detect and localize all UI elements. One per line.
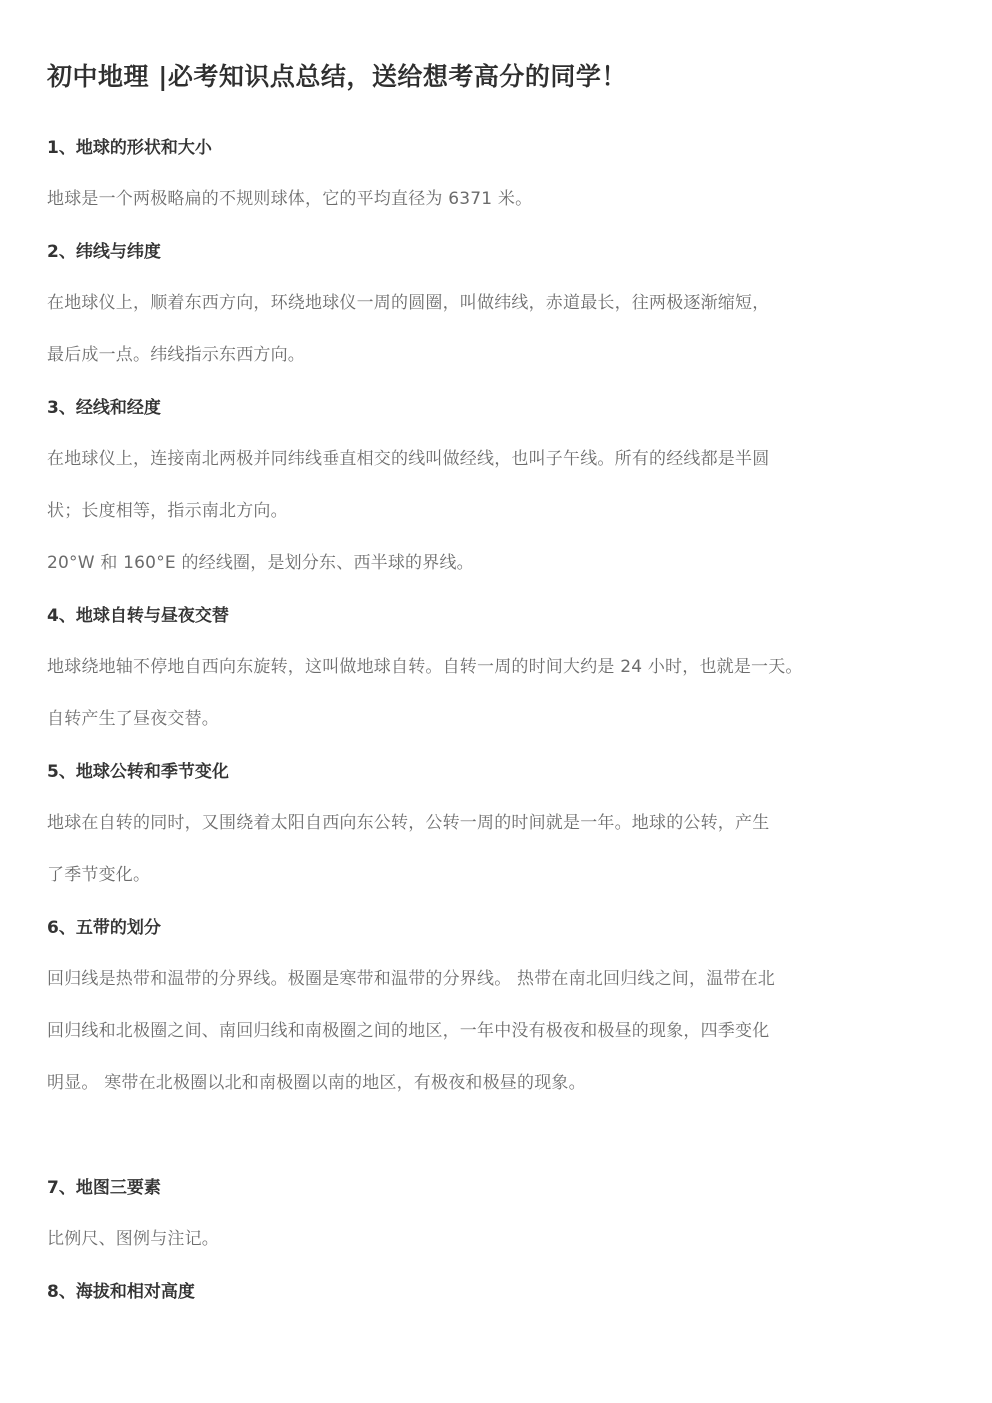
section-2-line-1: 在地球仪上，顺着东西方向，环绕地球仪一周的圆圈，叫做纬线，赤道最长，往两极逐渐缩短， [47, 293, 770, 313]
section-5-line-2: 了季节变化。 [47, 865, 151, 885]
section-6-heading: 6、五带的划分 [47, 918, 161, 938]
section-1-line-1: 地球是一个两极略扁的不规则球体，它的平均直径为 6371 米。 [47, 189, 533, 209]
section-4-line-2: 自转产生了昼夜交替。 [47, 709, 219, 729]
section-5-line-1: 地球在自转的同时，又围绕着太阳自西向东公转，公转一周的时间就是一年。地球的公转，产生 [47, 813, 770, 833]
document-title: 初中地理 |必考知识点总结，送给想考高分的同学！ [47, 62, 627, 91]
section-5-heading: 5、地球公转和季节变化 [47, 762, 229, 782]
section-3-line-3: 20°W 和 160°E 的经线圈，是划分东、西半球的界线。 [47, 553, 474, 573]
section-2-line-2: 最后成一点。纬线指示东西方向。 [47, 345, 305, 365]
section-3-line-2: 状；长度相等，指示南北方向。 [47, 501, 288, 521]
section-7-heading: 7、地图三要素 [47, 1178, 161, 1198]
section-6-line-1: 回归线是热带和温带的分界线。极圈是寒带和温带的分界线。 热带在南北回归线之间，温带在北 [47, 969, 776, 989]
section-1-heading: 1、地球的形状和大小 [47, 138, 212, 158]
section-4-line-1: 地球绕地轴不停地自西向东旋转，这叫做地球自转。自转一周的时间大约是 24 小时，也就是一天。 [47, 657, 803, 677]
section-3-heading: 3、经线和经度 [47, 398, 161, 418]
section-8-heading: 8、海拔和相对高度 [47, 1282, 195, 1302]
section-6-line-2: 回归线和北极圈之间、南回归线和南极圈之间的地区，一年中没有极夜和极昼的现象，四季变化 [47, 1021, 770, 1041]
section-4-heading: 4、地球自转与昼夜交替 [47, 606, 229, 626]
section-6-line-3: 明显。 寒带在北极圈以北和南极圈以南的地区，有极夜和极昼的现象。 [47, 1073, 586, 1093]
section-3-line-1: 在地球仪上，连接南北两极并同纬线垂直相交的线叫做经线，也叫子午线。所有的经线都是半圆 [47, 449, 770, 469]
section-2-heading: 2、纬线与纬度 [47, 242, 161, 262]
section-7-line-1: 比例尺、图例与注记。 [47, 1229, 219, 1249]
